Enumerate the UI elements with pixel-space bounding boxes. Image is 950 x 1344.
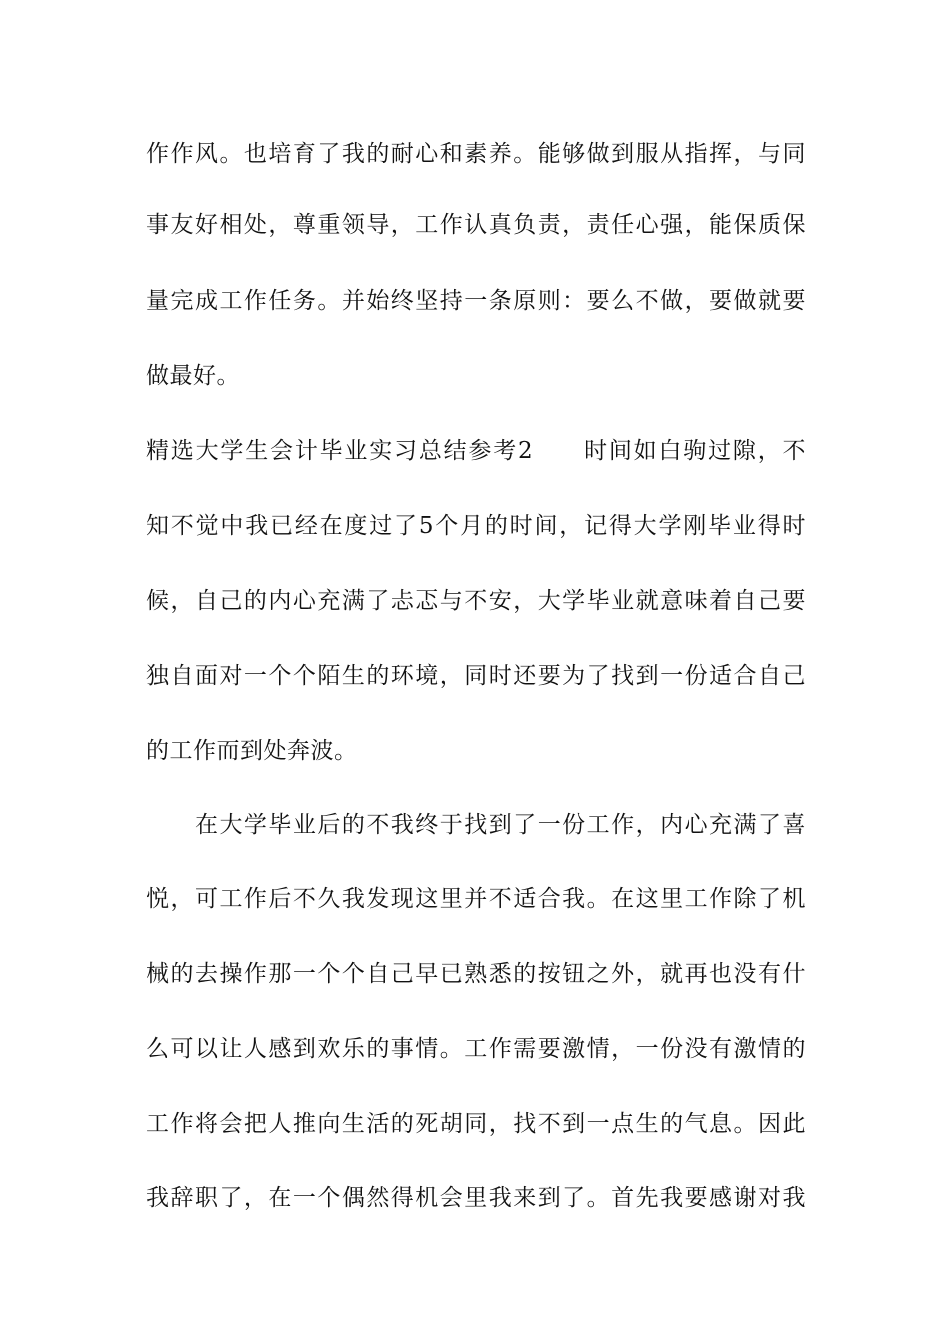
text-line: 工作将会把人推向生活的死胡同，找不到一点生的气息。因此 <box>146 1111 806 1137</box>
text-line: 做最好。 <box>146 363 240 389</box>
text-line: 量完成工作任务。并始终坚持一条原则：要么不做，要做就要 <box>146 288 806 314</box>
text-line: 我辞职了，在一个偶然得机会里我来到了。首先我要感谢对我 <box>146 1185 806 1211</box>
section-heading-line: 精选大学生会计毕业实习总结参考2 时间如白驹过隙，不 <box>146 438 806 464</box>
text-line: 作作风。也培育了我的耐心和素养。能够做到服从指挥，与同 <box>146 141 806 167</box>
text-line: 候，自己的内心充满了忐忑与不安，大学毕业就意味着自己要 <box>146 588 806 614</box>
text-line: 知不觉中我已经在度过了5个月的时间，记得大学刚毕业得时 <box>146 513 806 539</box>
text-line: 械的去操作那一个个自己早已熟悉的按钮之外，就再也没有什 <box>146 961 806 987</box>
text-line: 在大学毕业后的不我终于找到了一份工作，内心充满了喜 <box>146 812 806 838</box>
text-line: 独自面对一个个陌生的环境，同时还要为了找到一份适合自己 <box>146 663 806 689</box>
text-line: 悦，可工作后不久我发现这里并不适合我。在这里工作除了机 <box>146 886 806 912</box>
text-line: 事友好相处，尊重领导，工作认真负责，责任心强，能保质保 <box>146 212 806 238</box>
text-line: 么可以让人感到欢乐的事情。工作需要激情，一份没有激情的 <box>146 1036 806 1062</box>
text-line: 的工作而到处奔波。 <box>146 738 358 764</box>
